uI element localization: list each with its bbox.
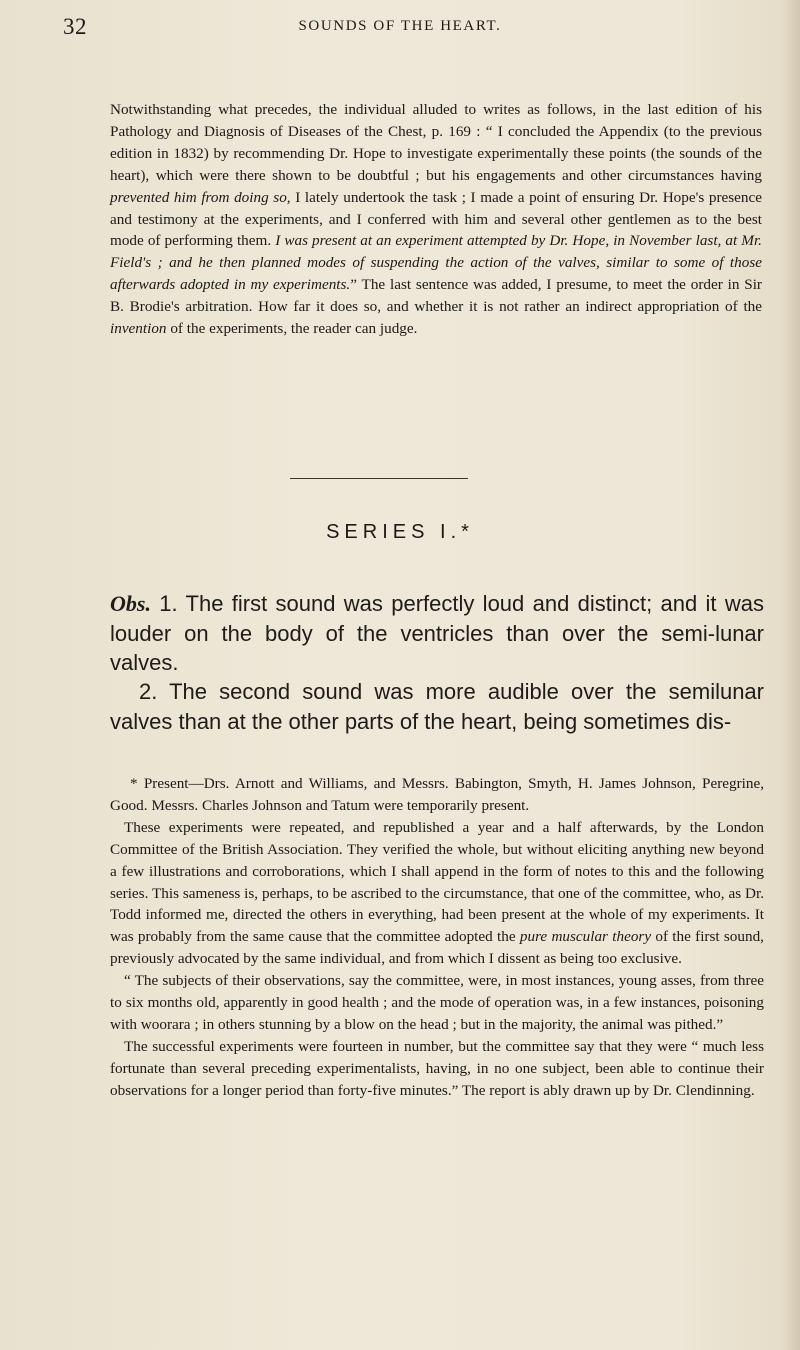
observation-1-text: 1. The first sound was perfectly loud and distinct; and it was louder on the body of the ventricles than over the semi-lunar valves. — [110, 591, 764, 675]
intro-text-2: I lately undertook the task ; I made a point of ensuring Dr. Hope's presence and testimony at the experiments, and I conferred with him and several other gentlemen as to the best mode of performing them. — [110, 188, 762, 250]
obs-label: Obs. — [110, 591, 151, 616]
section-divider — [290, 478, 468, 479]
footnote-2-text-a: These experiments were repeated, and republished a year and a half afterwards, by the London Committee of the British Association. They verified the whole, but without eliciting anything new beyond a few illustrations and corroborations, which I shall append in the form of notes to this and the following series. This sameness is, perhaps, to be ascribed to the circumstance, that one of the committee, who, as Dr. Todd informed me, directed the others in everything, had been present at the whole of my experiments. It was probably from the same cause that the committee adopted the — [110, 818, 764, 946]
intro-italic-3: invention — [110, 320, 167, 338]
observation-1 — [110, 589, 764, 678]
intro-italic-2: I was present at an experiment attempted by Dr. Hope, in November last, at Mr. Field's ; and he then planned modes of suspending the action of the valves, similar to some of those afterwards adopted in my experiments. — [110, 232, 762, 294]
intro-italic-1: prevented him from doing so, — [110, 188, 291, 206]
footnote-4: The successful experiments were fourteen in number, but the committee say that they were “ much less fortunate than several preceding experimentalists, having, in no one subject, been able to continue their observations for a longer period than forty-five minutes.” The report is ably drawn up by Dr. Clendinning. — [110, 1037, 764, 1099]
page-number: 32 — [63, 14, 87, 39]
intro-text-3: ” The last sentence was added, I presume, to meet the order in Sir B. Brodie's arbitration. How far it does so, and whether it is not rather an indirect appropriation of the — [110, 276, 762, 316]
series-heading: SERIES I.* — [326, 521, 474, 543]
footnote-3: “ The subjects of their observations, say the committee, were, in most instances, young asses, from three to six months old, apparently in good health ; and the mode of operation was, in a few instances, poisoning with woorara ; in others stunning by a blow on the head ; but in the majority, the animal was pithed.” — [110, 972, 764, 1033]
intro-text-1: Notwithstanding what precedes, the individual alluded to writes as follows, in the last edition of his Pathology and Diagnosis of Diseases of the Chest, p. 169 : “ I concluded the Appendix (to the previous edition in 1832) by recommending Dr. Hope to investigate experimentally these points (the sounds of the heart), which were there shown to be doubtful ; but his engagements and other circumstances having — [110, 101, 762, 184]
page-edge-shadow — [782, 0, 800, 1350]
observation-2 — [110, 677, 764, 736]
footnote-1: * Present—Drs. Arnott and Williams, and Messrs. Babington, Smyth, H. James Johnson, Peregrine, Good. Messrs. Charles Johnson and Tatum were temporarily present. — [110, 775, 764, 814]
footnote-2-italic: pure muscular theory — [519, 928, 652, 946]
observation-2-text: 2. The second sound was more audible over the semilunar valves than at the other parts of the heart, being sometimes dis- — [110, 679, 764, 734]
running-head: SOUNDS OF THE HEART. — [298, 18, 502, 34]
intro-paragraph — [110, 99, 762, 340]
page-header — [0, 14, 800, 40]
intro-text-4: of the experiments, the reader can judge. — [166, 320, 418, 338]
footnotes — [110, 773, 764, 1102]
footnote-2 — [110, 817, 764, 970]
footnote-2-text-b: of the first sound, previously advocated by the same individual, and from which I dissent as being too exclusive. — [110, 928, 764, 968]
